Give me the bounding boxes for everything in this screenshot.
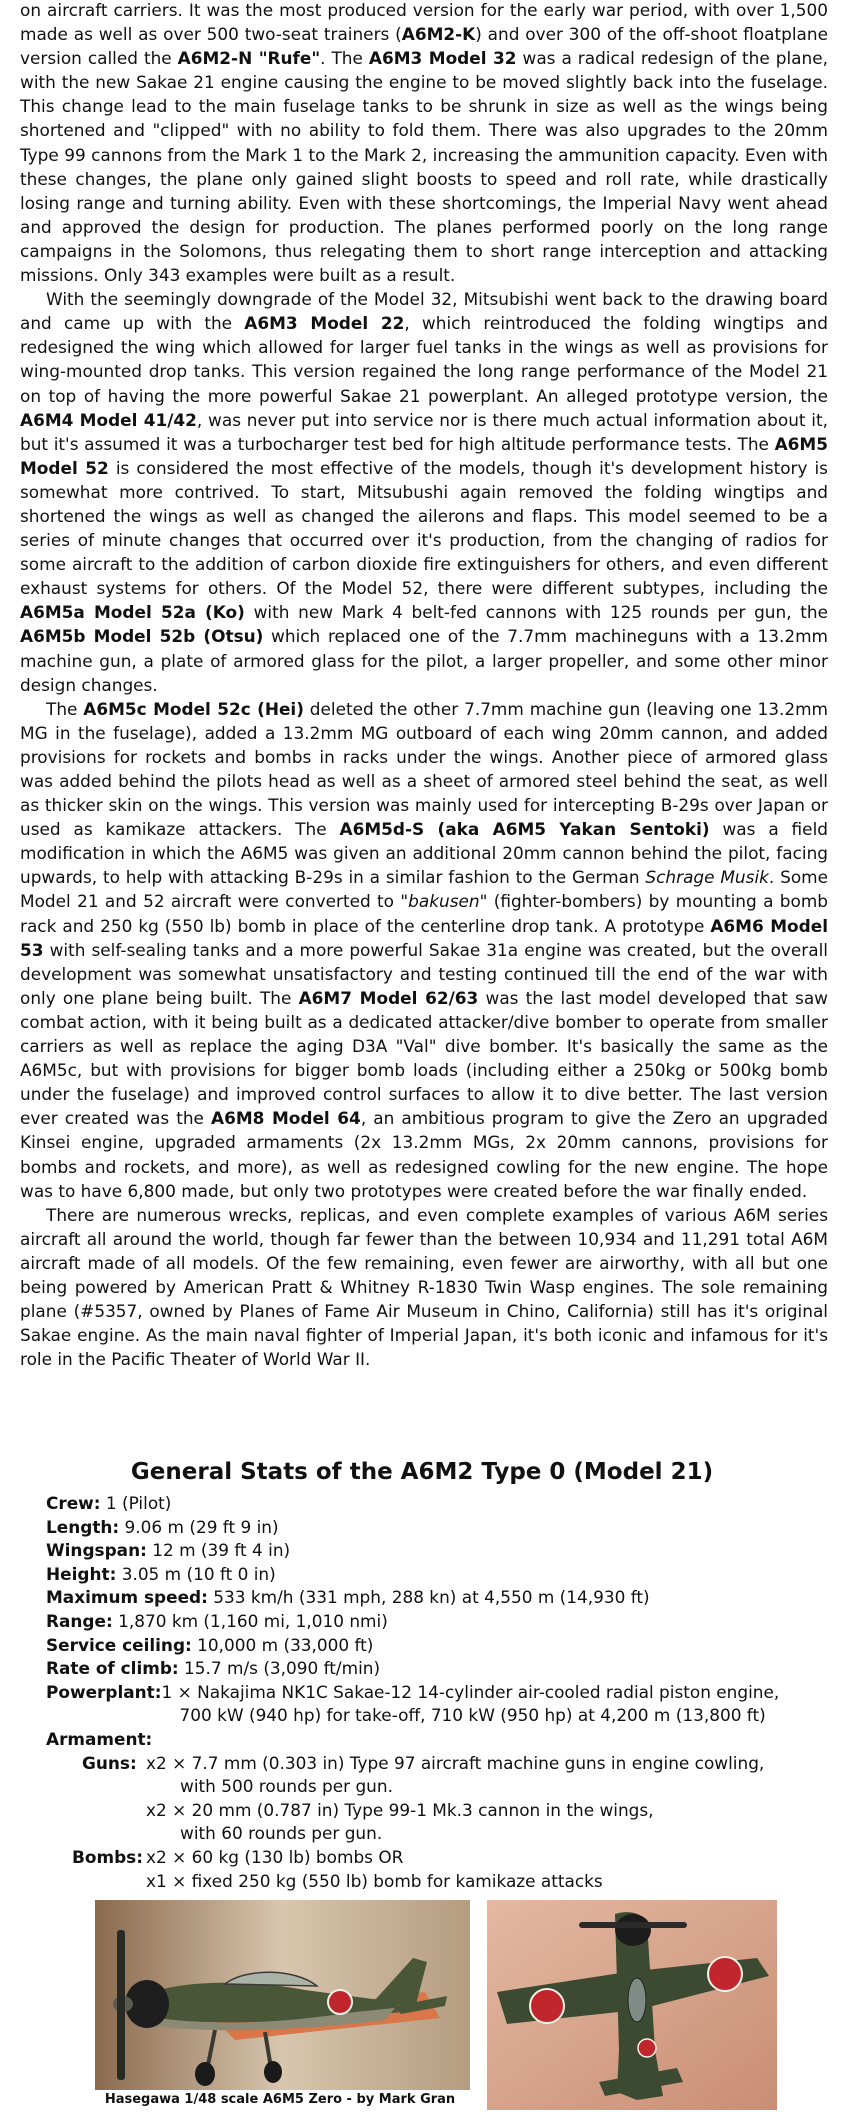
stat-label: Maximum speed:: [46, 1587, 208, 1608]
stat-value: 12 m (39 ft 4 in): [146, 1540, 291, 1561]
stat-label: Range:: [46, 1610, 113, 1631]
model-name: A6M3 Model 32: [368, 48, 517, 69]
stat-value: 10,000 m (33,000 ft): [191, 1634, 374, 1655]
paragraph: [20, 287, 828, 697]
model-name: A6M2-N "Rufe": [177, 48, 321, 69]
text-run: (fighter-bombers) by mounting a bomb rack and 250 kg (550 lb) bomb in place of the centerline drop tank. A prototype: [20, 891, 829, 936]
stat-value: 1,870 km (1,160 mi, 1,010 nmi): [112, 1610, 388, 1631]
stats-list: [46, 1492, 836, 1893]
armament-guns: [46, 1752, 836, 1894]
stat-label: Length:: [46, 1516, 120, 1537]
paragraph: [20, 0, 828, 287]
text-run: The: [46, 698, 84, 719]
stat-value: 1 (Pilot): [100, 1493, 172, 1513]
text-run: There are numerous wrecks, replicas, and even complete examples of various A6M series aircraft all around the world, though far fewer than the between 10,934 and 11,291 total A6M aircraft made of all models. Of the few remaining, even fewer are airworthy, with all but one being powered by American Pratt & Whitney R-1830 Twin Wasp engines. The sole remaining plane (#5357, owned by Planes of Fame Air Museum in Chino, California) still has it's original Sakae engine. As the main naval fighter of Imperial Japan, it's both iconic and infamous for it's role in the Pacific Theater of World War II.: [20, 1204, 828, 1370]
text-run: , an ambitious program to give the Zero an upgraded Kinsei engine, upgraded armaments (2x 13.2mm MGs, 2x 20mm cannons, provisions for bombs and rockets, and more), as well as redesigned cowling for the new engine. The hope was to have 6,800 made, but only two prototypes were created before the war finally ended.: [20, 1108, 828, 1201]
gun-entry-detail: with 500 rounds per gun.: [180, 1776, 393, 1797]
photo-caption: Hasegawa 1/48 scale A6M5 Zero - by Mark Gran: [104, 2092, 456, 2107]
stat-row: [46, 1634, 836, 1658]
stat-value: 533 km/h (331 mph, 288 kn) at 4,550 m (14,930 ft): [207, 1587, 650, 1608]
text-run: was the last model developed that saw combat action, with it being built as a dedicated attacker/dive bomber to operate from smaller carriers as well as replace the aging D3A "Val" dive bomber. It's basically the same as the A6M5c, but with provisions for bigger bomb loads (including either a 250kg or 500kg bomb under the fuselage) and improved control surfaces to allow it to dive better. The last version ever created was the: [20, 987, 828, 1129]
model-name: A6M5c Model 52c (Hei): [83, 698, 304, 719]
stat-value: 700 kW (940 hp) for take-off, 710 kW (950 hp) at 4,200 m (13,800 ft): [179, 1705, 766, 1726]
text-run: which replaced one of the 7.7mm machineguns with a 13.2mm machine gun, a plate of armored glass for the pilot, a larger propeller, and some other minor design changes.: [20, 626, 828, 695]
stat-value: 1 × Nakajima NK1C Sakae-12 14-cylinder air-cooled radial piston engine,: [161, 1681, 780, 1702]
stat-row: [46, 1586, 836, 1610]
bombs-label: Bombs:: [72, 1846, 143, 1867]
emphasis: Schrage Musik: [645, 867, 769, 888]
stat-value: 15.7 m/s (3,090 ft/min): [178, 1658, 381, 1679]
stat-label: Wingspan:: [46, 1540, 147, 1561]
gun-entry: x2 × 20 mm (0.787 in) Type 99-1 Mk.3 cannon in the wings,: [146, 1799, 654, 1820]
text-run: is considered the most effective of the models, though it's development history is somewhat more contrived. To start, Mitsubushi again removed the folding wingtips and shortened the wings as well as changed the ailerons and flaps. This model seemed to be a series of minute changes that occurred over it's production, from the changing of radios for some aircraft to the addition of carbon dioxide fire extinguishers for others, and even different exhaust systems for others. Of the Model 52, there were different subtypes, including the: [20, 457, 828, 599]
bomb-entry: x2 × 60 kg (130 lb) bombs OR: [146, 1846, 404, 1867]
stat-value: 9.06 m (29 ft 9 in): [119, 1516, 279, 1537]
text-run: With the seemingly downgrade of the Model 32, Mitsubishi went back to the drawing board and came up with the: [20, 289, 828, 334]
stat-label: Crew:: [46, 1493, 101, 1513]
text-run: on aircraft carriers. It was the most produced version for the early war period, with over 1,500 made as well as over 500 two-seat trainers (: [20, 0, 828, 45]
stat-row: [46, 1657, 836, 1681]
model-name: A6M5d-S (aka A6M5 Yakan Sentoki): [339, 819, 710, 840]
text-run: deleted the other 7.7mm machine gun (leaving one 13.2mm MG in the fuselage), added a 13.2mm MG outboard of each wing 20mm cannon, and added provisions for rockets and bombs in racks under the wings. Another piece of armored glass was added behind the pilots head as well as a sheet of armored steel behind the seat, as well as thicker skin on the wings. This version was mainly used for intercepting B-29s over Japan or used as kamikaze attackers. The: [20, 698, 829, 840]
article-body: [20, 0, 828, 1371]
model-name: A6M4 Model 41/42: [20, 409, 197, 430]
text-run: was a field modification in which the A6M5 was given an additional 20mm cannon behind the pilot, facing upwards, to help with attacking B-29s in a similar fashion to the German: [20, 819, 828, 888]
text-run: was a radical redesign of the plane, with the new Sakae 21 engine causing the engine to be moved slightly back into the fuselage. This change lead to the main fuselage tanks to be shrunk in size as well as the wings being shortened and "clipped" with no ability to fold them. There was also upgrades to the 20mm Type 99 cannons from the Mark 1 to the Mark 2, increasing the ammunition capacity. Even with these changes, the plane only gained slight boosts to speed and roll rate, while drastically losing range and turning ability. Even with these shortcomings, the Imperial Navy went ahead and approved the design for production. The planes performed poorly on the long range campaigns in the Solomons, thus relegating them to short range interception and attacking missions. Only 343 examples were built as a result.: [20, 48, 828, 286]
stat-label: Height:: [46, 1563, 117, 1584]
stat-row: [46, 1610, 836, 1634]
gun-entry: x2 × 7.7 mm (0.303 in) Type 97 aircraft machine guns in engine cowling,: [146, 1752, 765, 1773]
armament-label: Armament:: [46, 1728, 153, 1749]
stats-heading: General Stats of the A6M2 Type 0 (Model 21): [130, 1459, 714, 1485]
stat-row: [46, 1516, 836, 1540]
paragraph: [20, 697, 828, 1203]
stat-row: [46, 1563, 836, 1587]
text-run: . Some Model 21 and 52 aircraft were converted to: [20, 867, 829, 912]
model-name: A6M5 Model 52: [20, 433, 828, 478]
text-run: . The: [320, 48, 369, 69]
text-run: with new Mark 4 belt-fed cannons with 125 rounds per gun, the: [244, 602, 828, 623]
stat-row: [46, 1492, 836, 1516]
bomb-entry: x1 × fixed 250 kg (550 lb) bomb for kamikaze attacks: [146, 1870, 603, 1891]
stat-label: Powerplant:: [46, 1681, 162, 1702]
model-name: A6M8 Model 64: [211, 1108, 361, 1129]
model-photo-side: [95, 1900, 470, 2090]
text-run: , which reintroduced the folding wingtips and redesigned the wing which allowed for larger fuel tanks in the wings as well as provisions for wing-mounted drop tanks. This version regained the long range performance of the Model 21 on top of having the more powerful Sakae 21 powerplant. An alleged prototype version, the: [20, 313, 828, 406]
model-photo-top: [487, 1900, 777, 2110]
guns-label: Guns:: [82, 1752, 137, 1773]
text-run: ) and over 300 of the off-shoot floatplane version called the: [20, 24, 828, 69]
model-name: A6M2-K: [401, 24, 476, 45]
stat-powerplant: [46, 1681, 836, 1728]
text-run: with self-sealing tanks and a more powerful Sakae 31a engine was created, but the overall development was somewhat unsatisfactory and testing continued till the end of the war with only one plane being built. The: [20, 939, 828, 1008]
model-name: A6M5b Model 52b (Otsu): [20, 626, 264, 647]
stat-value: 3.05 m (10 ft 0 in): [116, 1563, 276, 1584]
model-name: A6M3 Model 22: [244, 313, 405, 334]
paragraph: [20, 1203, 828, 1372]
model-name: A6M7 Model 62/63: [298, 987, 479, 1008]
text-run: , was never put into service nor is there much actual information about it, but it's assumed it was a turbocharger test bed for high altitude performance tests. The: [20, 409, 828, 454]
stat-row: [46, 1539, 836, 1563]
model-name: A6M6 Model 53: [20, 915, 828, 960]
stat-label: Service ceiling:: [46, 1634, 192, 1655]
model-name: A6M5a Model 52a (Ko): [20, 602, 245, 623]
stat-label: Rate of climb:: [46, 1658, 179, 1679]
emphasis: "bakusen": [400, 891, 488, 912]
gun-entry-detail: with 60 rounds per gun.: [180, 1823, 383, 1844]
